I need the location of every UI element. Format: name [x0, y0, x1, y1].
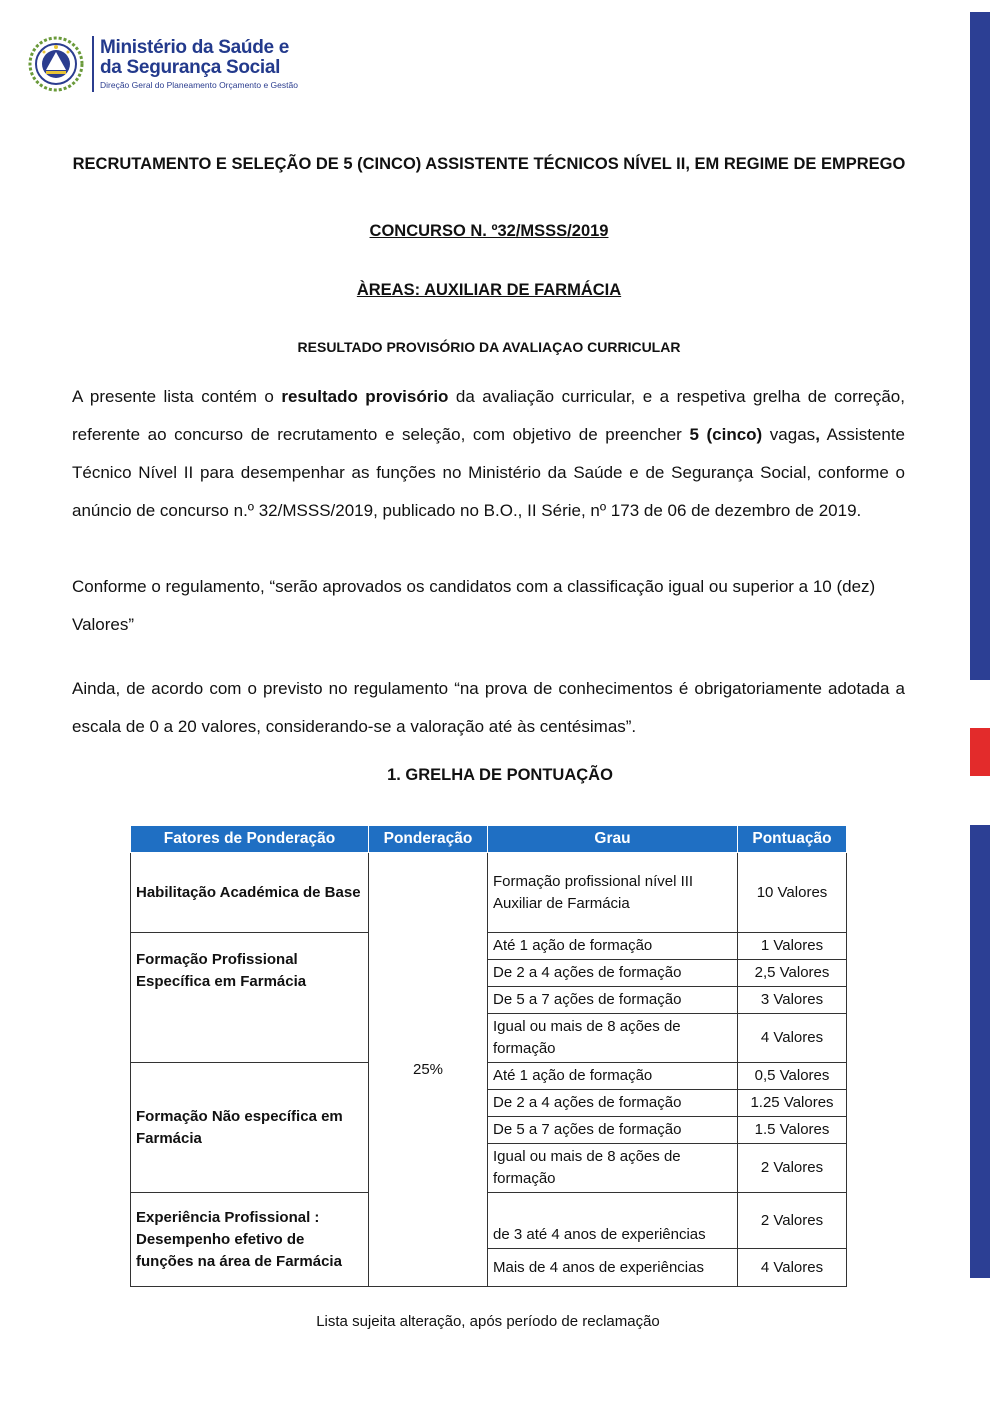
document-title: RECRUTAMENTO E SELEÇÃO DE 5 (CINCO) ASSISTENTE TÉCNICOS NÍVEL II, EM REGIME DE EMPREGO	[72, 155, 906, 173]
points-cell: 2,5 Valores	[738, 960, 847, 987]
table-row	[131, 853, 847, 933]
result-subtitle: RESULTADO PROVISÓRIO DA AVALIAÇAO CURRICULAR	[297, 339, 681, 355]
org-subtitle: Direção Geral do Planeamento Orçamento e Gestão	[100, 79, 298, 90]
points-cell: 2 Valores	[738, 1193, 847, 1249]
header-factors: Fatores de Ponderação	[131, 826, 369, 853]
logo-text	[100, 38, 298, 90]
points-cell: 0,5 Valores	[738, 1063, 847, 1090]
grade-cell: De 5 a 7 ações de formação	[488, 987, 738, 1014]
table-row	[131, 1193, 847, 1249]
contest-number: CONCURSO N. º32/MSSS/2019	[369, 222, 609, 240]
grade-cell: De 5 a 7 ações de formação	[488, 1117, 738, 1144]
intro-paragraph: A presente lista contém o resultado provisório da avaliação curricular, e a respetiva grelha de correção, referente ao concurso de recrutamento e seleção, com objetivo de preencher 5 (cinco) vagas, Assistente Técnico Nível II para desempenhar as funções no Ministério da Saúde e de Segurança Social, conforme o anúncio de concurso n.º 32/MSSS/2019, publicado no B.O., II Série, nº 173 de 06 de dezembro de 2019.	[72, 387, 905, 520]
header-grade: Grau	[488, 826, 738, 853]
points-cell: 1.25 Valores	[738, 1090, 847, 1117]
table-row	[131, 933, 847, 960]
scale-paragraph: Ainda, de acordo com o previsto no regulamento “na prova de conhecimentos é obrigatoriamente adotada a escala de 0 a 20 valores, considerando-se a valoração até às centésimas”.	[72, 679, 905, 736]
header-points: Pontuação	[738, 826, 847, 853]
coat-of-arms-icon	[28, 36, 84, 92]
logo-divider	[92, 36, 94, 92]
weight-cell: 25%	[369, 853, 488, 1287]
footer-note: Lista sujeita alteração, após período de reclamação	[316, 1313, 660, 1330]
points-cell: 3 Valores	[738, 987, 847, 1014]
side-bar-blue-bottom	[970, 825, 990, 1278]
table-header-row	[131, 826, 847, 853]
grade-cell: Igual ou mais de 8 ações de formação	[488, 1144, 738, 1193]
grade-cell: Formação profissional nível III Auxiliar de Farmácia	[488, 853, 738, 933]
scoring-table	[130, 825, 847, 1287]
org-name-line2: da Segurança Social	[100, 57, 281, 79]
ministry-logo	[28, 36, 298, 92]
points-cell: 1 Valores	[738, 933, 847, 960]
regulation-paragraph: Conforme o regulamento, “serão aprovados os candidatos com a classificação igual ou superior a 10 (dez) Valores”	[72, 577, 876, 634]
grade-cell: De 2 a 4 ações de formação	[488, 1090, 738, 1117]
grade-cell: Até 1 ação de formação	[488, 1063, 738, 1090]
points-cell: 4 Valores	[738, 1249, 847, 1287]
factor-cell: Experiência Profissional : Desempenho efetivo de funções na área de Farmácia	[131, 1193, 369, 1287]
grade-cell: Mais de 4 anos de experiências	[488, 1249, 738, 1287]
section-heading: 1. GRELHA DE PONTUAÇÃO	[387, 766, 613, 784]
points-cell: 1.5 Valores	[738, 1117, 847, 1144]
header-weight: Ponderação	[369, 826, 488, 853]
points-cell: 2 Valores	[738, 1144, 847, 1193]
grade-cell: De 2 a 4 ações de formação	[488, 960, 738, 987]
grade-cell: Até 1 ação de formação	[488, 933, 738, 960]
table-row	[131, 1063, 847, 1090]
factor-cell: Habilitação Académica de Base	[131, 853, 369, 933]
points-cell: 4 Valores	[738, 1014, 847, 1063]
side-bar-blue-top	[970, 12, 990, 680]
org-name-line1: Ministério da Saúde e	[100, 37, 290, 59]
grade-cell: de 3 até 4 anos de experiências	[488, 1193, 738, 1249]
factor-cell: Formação Não específica em Farmácia	[131, 1063, 369, 1193]
grade-cell: Igual ou mais de 8 ações de formação	[488, 1014, 738, 1063]
area-title: ÀREAS: AUXILIAR DE FARMÁCIA	[356, 281, 622, 299]
points-cell: 10 Valores	[738, 853, 847, 933]
factor-cell: Formação Profissional Específica em Farmácia	[131, 933, 369, 1063]
